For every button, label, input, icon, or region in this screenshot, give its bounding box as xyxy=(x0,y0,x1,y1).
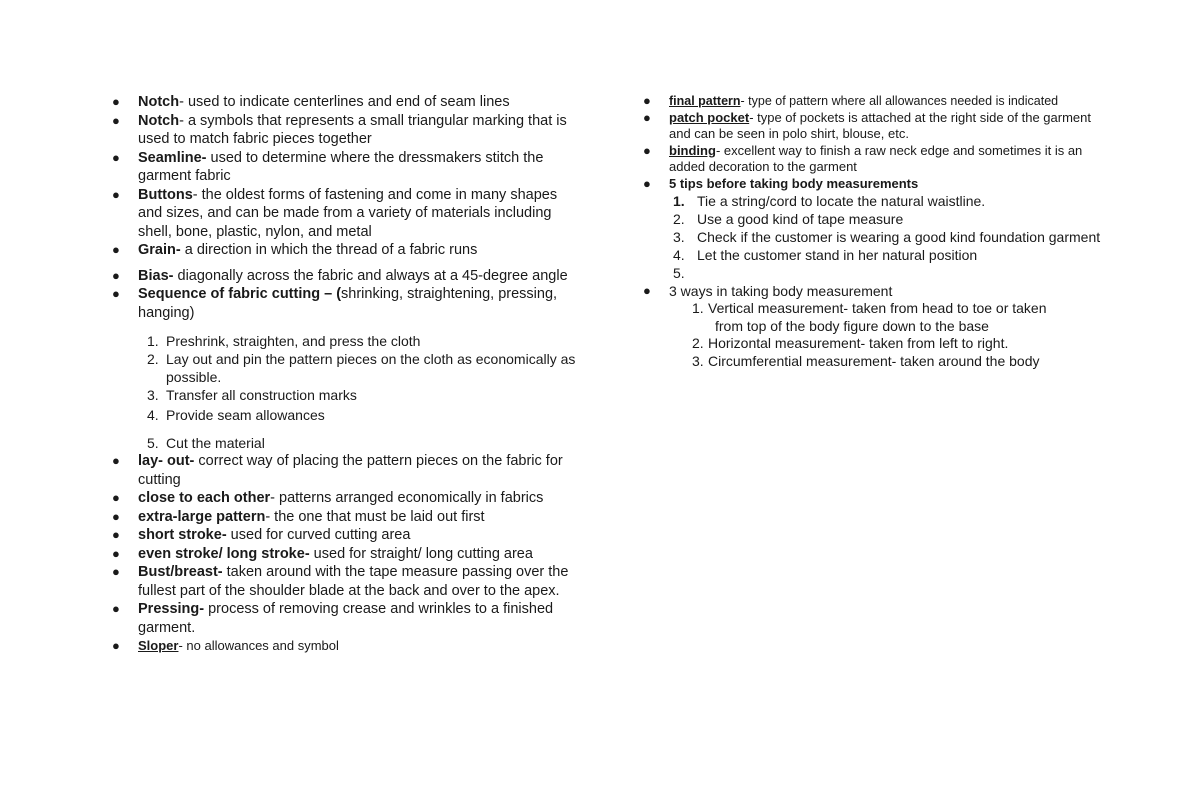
way-number: 1. xyxy=(692,300,704,316)
list-item xyxy=(110,285,580,322)
term: Buttons xyxy=(138,186,193,203)
way-number: 2. xyxy=(692,335,704,351)
term: binding xyxy=(669,142,716,158)
term: close to each other xyxy=(138,490,271,506)
definition: - a symbols that represents a small triangular marking that is used to match fabric pieces together xyxy=(138,112,567,147)
list-item xyxy=(110,267,580,286)
definition: - excellent way to finish a raw neck edge and sometimes it is an added decoration to the garment xyxy=(669,142,1083,174)
tip-item xyxy=(640,246,1110,264)
term: patch pocket xyxy=(669,109,750,125)
tip-item xyxy=(640,264,1110,282)
definition: taken around with the tape measure passing over the fullest part of the shoulder blade at the back and over to the apex. xyxy=(138,564,569,599)
way-text: Horizontal measurement- taken from left to right. xyxy=(708,335,1009,351)
tips-list xyxy=(640,192,1110,282)
tip-number: 4. xyxy=(673,247,685,263)
bullet-icon: ● xyxy=(112,112,120,128)
list-item xyxy=(110,149,580,186)
tip-item xyxy=(640,192,1110,210)
bullet-icon: ● xyxy=(112,267,120,283)
definition: - no allowances and symbol xyxy=(178,638,339,653)
right-column xyxy=(640,93,1110,370)
term-separator: - xyxy=(304,545,310,562)
bullet-icon: ● xyxy=(112,490,120,505)
step-number: 4. xyxy=(147,407,159,423)
tip-number: 5. xyxy=(673,265,685,281)
left-column xyxy=(110,93,580,656)
term-separator: - xyxy=(217,564,223,580)
section-heading: 5 tips before taking body measurements xyxy=(669,175,919,191)
definition: - type of pattern where all allowances needed is indicated xyxy=(740,94,1059,108)
bullet-icon: ● xyxy=(112,564,120,579)
definition: a direction in which the thread of a fabric runs xyxy=(180,242,478,258)
list-item xyxy=(110,526,580,545)
list-item xyxy=(640,282,1110,300)
way-number: 3. xyxy=(692,352,704,369)
definition: - the one that must be laid out first xyxy=(265,508,485,525)
term: Seamline xyxy=(138,149,202,166)
definition: - used to indicate centerlines and end of seam lines xyxy=(179,94,510,110)
step-item xyxy=(110,406,580,424)
definition: - type of pockets is attached at the right side of the garment and can be seen in polo shirt, blouse, etc. xyxy=(669,109,1091,141)
step-text: Provide seam allowances xyxy=(166,407,325,423)
bullet-icon: ● xyxy=(112,286,120,301)
sequence-steps xyxy=(110,332,580,452)
way-item xyxy=(640,335,1110,353)
term: lay- out- xyxy=(138,453,195,469)
definition: - patterns arranged economically in fabrics xyxy=(270,490,544,506)
bullet-icon: ● xyxy=(112,453,120,468)
term: Pressing xyxy=(138,601,200,617)
term: Grain xyxy=(138,242,176,258)
step-number: 1. xyxy=(147,333,159,349)
term: Bias xyxy=(138,267,169,284)
term: Sequence of fabric cutting – ( xyxy=(138,286,342,302)
definition: diagonally across the fabric and always at a 45-degree angle xyxy=(173,267,568,284)
step-text: Cut the material xyxy=(166,435,265,451)
list-item xyxy=(110,93,580,112)
tip-number: 2. xyxy=(673,211,685,227)
way-text: Circumferential measurement- taken around the body xyxy=(708,352,1040,369)
step-number: 3. xyxy=(147,387,159,403)
tip-number: 3. xyxy=(673,229,685,245)
term-separator: - xyxy=(199,601,205,617)
section-heading: 3 ways in taking body measurement xyxy=(669,283,893,299)
tip-item xyxy=(640,210,1110,228)
bullet-icon: ● xyxy=(112,149,120,165)
tip-item xyxy=(640,228,1110,246)
list-item xyxy=(110,489,580,508)
tip-text: Let the customer stand in her natural position xyxy=(697,247,978,263)
list-item xyxy=(110,563,580,600)
step-text: Preshrink, straighten, and press the cloth xyxy=(166,333,421,349)
way-text: Vertical measurement- taken from head to toe or taken xyxy=(708,300,1047,316)
bullet-icon: ● xyxy=(112,601,120,616)
bullet-icon: ● xyxy=(112,186,120,202)
tip-text: Tie a string/cord to locate the natural waistline. xyxy=(697,193,986,209)
bullet-icon: ● xyxy=(643,175,651,191)
list-item xyxy=(110,241,580,260)
step-number: 2. xyxy=(147,351,159,367)
tip-text: Use a good kind of tape measure xyxy=(697,211,904,227)
term: Sloper xyxy=(138,638,179,653)
step-item xyxy=(110,386,580,404)
term: final pattern xyxy=(669,94,741,108)
bullet-icon: ● xyxy=(112,508,120,524)
tip-number: 1. xyxy=(673,193,685,209)
term-separator: - xyxy=(175,242,181,258)
term: short stroke xyxy=(138,527,222,543)
term: extra-large pattern xyxy=(138,508,266,525)
term-separator: - xyxy=(168,267,174,284)
list-item xyxy=(640,143,1110,176)
term: even stroke/ long stroke xyxy=(138,545,305,562)
bullet-icon: ● xyxy=(112,545,120,561)
bullet-icon: ● xyxy=(112,638,120,653)
list-item xyxy=(110,637,580,656)
definition: process of removing crease and wrinkles to a finished garment. xyxy=(138,601,554,636)
definition: used to determine where the dressmakers stitch the garment fabric xyxy=(138,149,544,184)
way-continuation: from top of the body figure down to the base xyxy=(715,317,989,334)
definition: used for straight/ long cutting area xyxy=(309,545,533,562)
step-number: 5. xyxy=(147,435,159,451)
step-text: Lay out and pin the pattern pieces on the cloth as economically as possible. xyxy=(166,351,576,385)
list-item xyxy=(110,600,580,637)
term: Notch xyxy=(138,112,180,129)
term-separator: - xyxy=(201,149,207,166)
list-item xyxy=(110,545,580,564)
bullet-icon: ● xyxy=(643,109,651,125)
list-item xyxy=(110,452,580,489)
ways-list xyxy=(640,300,1110,370)
definition: correct way of placing the pattern pieces on the fabric for cutting xyxy=(138,453,563,488)
definition: shrinking, straightening, pressing, hanging) xyxy=(138,286,558,321)
step-item xyxy=(110,350,580,386)
bullet-icon: ● xyxy=(643,93,651,108)
step-item xyxy=(110,332,580,350)
list-item xyxy=(640,110,1110,143)
bullet-icon: ● xyxy=(112,242,120,257)
step-text: Transfer all construction marks xyxy=(166,387,357,403)
list-item xyxy=(110,508,580,527)
step-item xyxy=(110,434,580,452)
bullet-icon: ● xyxy=(643,283,651,298)
term: Bust/breast xyxy=(138,564,218,580)
term-separator: - xyxy=(221,527,227,543)
list-item xyxy=(640,93,1110,110)
tip-text: Check if the customer is wearing a good kind foundation garment xyxy=(697,229,1101,245)
bullet-icon: ● xyxy=(643,142,651,158)
way-item xyxy=(640,300,1110,318)
list-item xyxy=(110,186,580,242)
bullet-icon: ● xyxy=(112,527,120,542)
term: Notch xyxy=(138,94,180,110)
definition: - the oldest forms of fastening and come in many shapes and sizes, and can be made from a variety of materials including shell, bone, plastic, nylon, and metal xyxy=(138,186,558,240)
list-item xyxy=(640,176,1110,193)
way-item xyxy=(640,353,1110,371)
list-item xyxy=(110,112,580,149)
bullet-icon: ● xyxy=(112,94,120,109)
definition: used for curved cutting area xyxy=(226,527,411,543)
